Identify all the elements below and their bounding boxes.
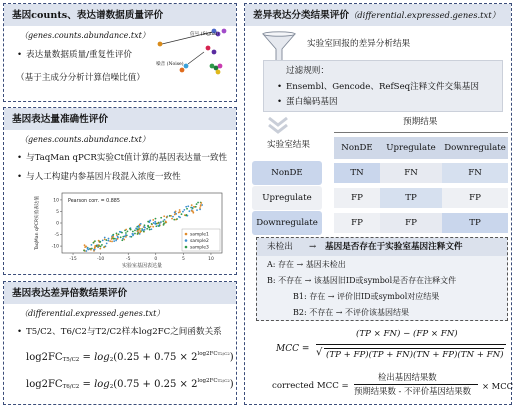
panel-title: 基因表达差异倍数结果评价 xyxy=(12,288,128,299)
data-point xyxy=(106,242,108,244)
file-name: （genes.counts.abundance.txt） xyxy=(20,135,150,144)
pca-dot xyxy=(184,64,189,69)
data-point xyxy=(147,225,149,227)
data-point xyxy=(148,227,150,229)
data-point xyxy=(174,214,176,216)
data-point xyxy=(134,229,136,231)
rule-line: B: 不存在 → 该基因旧ID或symbol是否存在注释文件 xyxy=(267,276,457,285)
data-point xyxy=(144,229,146,231)
x-axis-label: 实验室基因表达量 xyxy=(121,263,163,269)
data-point xyxy=(144,224,146,226)
data-point xyxy=(154,221,156,223)
data-point xyxy=(112,234,114,236)
data-point xyxy=(112,236,114,238)
data-point xyxy=(99,248,101,250)
x-tick-label: 5 xyxy=(181,257,185,262)
data-point xyxy=(93,242,95,244)
data-point xyxy=(143,226,145,228)
data-point xyxy=(160,221,162,223)
data-point xyxy=(121,232,123,234)
data-point xyxy=(169,215,171,217)
data-point xyxy=(157,225,159,227)
data-point xyxy=(149,219,151,221)
data-point xyxy=(132,231,134,233)
cell-fp: FP xyxy=(334,213,380,233)
data-point xyxy=(119,231,121,233)
data-point xyxy=(83,250,85,252)
pca-dot xyxy=(212,50,217,55)
data-point xyxy=(200,204,202,206)
data-point xyxy=(100,246,102,248)
mcc-numerator: (TP × FN) − (FP × FN) xyxy=(356,329,458,339)
pca-dot xyxy=(222,29,227,34)
data-point xyxy=(111,241,113,243)
chevron-down-icon xyxy=(267,116,289,134)
sqrt-icon: √ xyxy=(316,347,323,358)
data-point xyxy=(173,219,175,221)
sqrt-bar xyxy=(324,348,504,349)
legend-swatch xyxy=(185,239,188,242)
bullet-item: • 表达量数据质量/重复性评价 xyxy=(26,51,132,60)
col-header-downregulate: Downregulate xyxy=(444,143,506,153)
row-header-nonde: NonDE xyxy=(252,161,322,185)
panel-fold-change xyxy=(3,281,237,405)
data-point xyxy=(111,238,113,240)
data-point xyxy=(188,210,190,212)
data-point xyxy=(162,220,164,222)
data-point xyxy=(87,247,89,249)
y-tick-label: -5 xyxy=(54,233,59,239)
data-point xyxy=(155,218,157,220)
data-point xyxy=(193,206,195,208)
data-point xyxy=(196,203,198,205)
data-point xyxy=(137,233,139,235)
data-point xyxy=(191,210,193,212)
data-point xyxy=(101,244,103,246)
data-point xyxy=(93,249,95,251)
data-point xyxy=(117,238,119,240)
data-point xyxy=(113,240,115,242)
data-point xyxy=(120,236,122,238)
funnel-label: 实验室回报的差异分析结果 xyxy=(307,39,411,49)
cell-tp: TP xyxy=(442,213,508,233)
data-point xyxy=(163,222,165,224)
data-point xyxy=(127,230,129,232)
legend-label: sample2 xyxy=(190,239,209,244)
data-point xyxy=(99,241,101,243)
data-point xyxy=(146,228,148,230)
data-point xyxy=(192,212,194,214)
data-point xyxy=(182,211,184,213)
data-point xyxy=(152,219,154,221)
cell-fp: FP xyxy=(380,213,442,233)
cell-fp: FP xyxy=(334,188,380,208)
x-tick-label: -15 xyxy=(69,257,77,262)
legend-label: sample3 xyxy=(190,245,209,251)
cell-fn: FN xyxy=(380,163,442,183)
y-tick-label: 10 xyxy=(53,198,59,204)
panel-title: 基因表达量准确性评价 xyxy=(12,114,108,125)
legend-swatch xyxy=(185,233,188,236)
col-header-nonde: NonDE xyxy=(341,143,373,153)
filter-item: • 蛋白编码基因 xyxy=(286,98,338,107)
bullet-item: • T5/C2、T6/C2与T2/C2样本log2FC之间函数关系 xyxy=(26,328,222,337)
x-tick-label: 0 xyxy=(154,257,158,262)
data-point xyxy=(124,235,126,237)
data-point xyxy=(199,207,201,209)
predicted-header: 预期结果 xyxy=(403,117,438,127)
data-point xyxy=(149,229,151,231)
data-point xyxy=(121,239,123,241)
pca-dot xyxy=(218,64,223,69)
row-header-upregulate: Upregulate xyxy=(252,186,322,210)
data-point xyxy=(105,239,107,241)
bullet-item: • 与人工构建内参基因片段混入浓度一致性 xyxy=(26,173,181,182)
data-point xyxy=(186,208,188,210)
data-point xyxy=(118,233,120,235)
data-point xyxy=(163,224,165,226)
panel-accuracy xyxy=(3,107,237,275)
data-point xyxy=(164,219,166,221)
undetected-question: 基因是否存在于实验室基因注释文件 xyxy=(325,242,463,252)
data-point xyxy=(147,221,149,223)
cmcc-denominator: 预期结果数 - 不评价基因结果数 xyxy=(354,386,472,396)
data-point xyxy=(178,212,180,214)
data-point xyxy=(122,238,124,240)
bullet-item: • 与TaqMan qPCR实验Ct值计算的基因表达量一致性 xyxy=(26,154,227,163)
pearson-label: Pearson corr. = 0.885 xyxy=(68,199,120,204)
data-point xyxy=(152,226,154,228)
data-point xyxy=(163,215,165,217)
data-point xyxy=(200,202,202,204)
rule-line: B1: 存在 → 评价旧ID或symbol对应结果 xyxy=(293,292,440,301)
data-point xyxy=(131,233,133,235)
panel-title: 差异表达分类结果评价（differential.expressed.genes.txt） xyxy=(253,10,501,21)
filter-title: 过滤规则： xyxy=(286,66,329,76)
data-point xyxy=(174,211,176,213)
mcc-lhs: MCC = xyxy=(276,344,310,354)
cell-tp: TP xyxy=(380,188,442,208)
file-name: （differential.expressed.genes.txt） xyxy=(20,309,165,318)
data-point xyxy=(103,246,105,248)
data-point xyxy=(178,216,180,218)
data-point xyxy=(139,233,141,235)
data-point xyxy=(134,233,136,235)
pca-dot xyxy=(206,46,211,51)
data-point xyxy=(196,209,198,211)
data-point xyxy=(90,249,92,251)
data-point xyxy=(137,230,139,232)
data-point xyxy=(102,239,104,241)
data-point xyxy=(185,206,187,208)
pca-dot xyxy=(158,42,163,47)
cell-tn: TN xyxy=(334,163,380,183)
data-point xyxy=(125,232,127,234)
noise-line xyxy=(188,52,204,64)
undetected-arrow: → xyxy=(309,242,317,252)
cell-fp: FP xyxy=(442,188,508,208)
x-tick-label: -5 xyxy=(125,257,131,262)
data-point xyxy=(187,205,189,207)
filter-box xyxy=(263,60,503,112)
file-name: （genes.counts.abundance.txt） xyxy=(20,31,150,40)
undetected-label: 未检出 xyxy=(267,242,293,252)
data-point xyxy=(191,207,193,209)
y-axis-label: TaqMan qPCR实验表达值 xyxy=(35,196,40,250)
cmcc-fraction-bar xyxy=(354,384,478,385)
col-header-upregulate: Upregulate xyxy=(386,143,436,153)
predicted-header-line xyxy=(334,132,508,133)
data-point xyxy=(130,229,132,231)
rule-line: B2: 不存在 → 不评价该基因结果 xyxy=(293,308,409,317)
data-point xyxy=(107,240,109,242)
row-header-downregulate: Downregulate xyxy=(252,211,322,235)
data-point xyxy=(176,218,178,220)
data-point xyxy=(84,244,86,246)
data-point xyxy=(139,225,141,227)
data-point xyxy=(150,228,152,230)
filter-item: • Ensembl、Gencode、RefSeq注释文件交集基因 xyxy=(286,83,479,92)
data-point xyxy=(109,240,111,242)
x-tick-label: -10 xyxy=(96,257,105,262)
data-point xyxy=(151,223,153,225)
data-point xyxy=(165,221,167,223)
data-point xyxy=(137,228,139,230)
data-point xyxy=(139,228,141,230)
data-point xyxy=(181,213,183,215)
noise-label: 噪音 (Noise) xyxy=(156,62,184,67)
data-point xyxy=(94,240,96,242)
panel-data-quality xyxy=(3,3,237,102)
pca-dot xyxy=(216,70,221,75)
scatter-svg xyxy=(26,189,236,273)
cell-fn: FN xyxy=(442,163,508,183)
mcc-denominator: (TP + FP)(TP + FN)(TN + FP)(TN + FN) xyxy=(326,350,504,360)
data-point xyxy=(91,244,93,246)
data-point xyxy=(117,236,119,238)
legend-label: sample1 xyxy=(190,232,209,238)
pca-dot xyxy=(180,68,185,73)
data-point xyxy=(85,246,87,248)
cmcc-lhs: corrected MCC = xyxy=(272,381,349,391)
data-point xyxy=(125,234,127,236)
cmcc-numerator: 检出基因结果数 xyxy=(378,372,437,382)
legend-swatch xyxy=(185,246,188,249)
data-point xyxy=(140,230,142,232)
data-point xyxy=(179,209,181,211)
signal-label: 信号 (Signal) xyxy=(190,32,219,37)
data-point xyxy=(195,206,197,208)
y-tick-label: 5 xyxy=(56,209,59,215)
data-point xyxy=(142,229,144,231)
x-tick-label: 10 xyxy=(208,257,214,262)
y-tick-label: 0 xyxy=(56,221,59,227)
data-point xyxy=(143,231,145,233)
formula-t6: $\log 2FCT6/C2 = \log 2(0.75 + 0.25 \times 2^{log2FCT2/C2})$ xyxy=(26,378,234,390)
data-point xyxy=(160,217,162,219)
data-point xyxy=(155,225,157,227)
y-tick-label: -10 xyxy=(51,244,59,250)
data-point xyxy=(183,209,185,211)
data-point xyxy=(116,232,118,234)
data-point xyxy=(104,237,106,239)
data-point xyxy=(108,238,110,240)
data-point xyxy=(191,204,193,206)
data-point xyxy=(159,223,161,225)
lab-header: 实验室结果 xyxy=(267,140,310,150)
data-point xyxy=(129,236,131,238)
data-point xyxy=(166,216,168,218)
data-point xyxy=(197,202,199,204)
undetected-box xyxy=(256,237,508,321)
data-point xyxy=(135,228,137,230)
data-point xyxy=(153,222,155,224)
data-point xyxy=(94,245,96,247)
rule-line: A: 存在 → 基因未检出 xyxy=(267,260,346,269)
data-point xyxy=(171,218,173,220)
panel-title: 基因counts、表达谱数据质量评价 xyxy=(12,10,164,21)
cmcc-tail: × MCC xyxy=(482,381,514,391)
mcc-fraction-bar xyxy=(316,344,506,345)
data-point xyxy=(114,238,116,240)
data-point xyxy=(172,216,174,218)
data-point xyxy=(125,229,127,231)
data-point xyxy=(104,238,106,240)
formula-t5: $\log 2FCT5/C2 = \log 2(0.25 + 0.75 \times 2^{log2FCT2/C2})$ xyxy=(26,351,234,363)
data-point xyxy=(86,250,88,252)
note-text: （基于主成分分析计算信噪比值） xyxy=(16,73,145,83)
scatter-plot xyxy=(26,189,236,273)
data-point xyxy=(185,215,187,217)
